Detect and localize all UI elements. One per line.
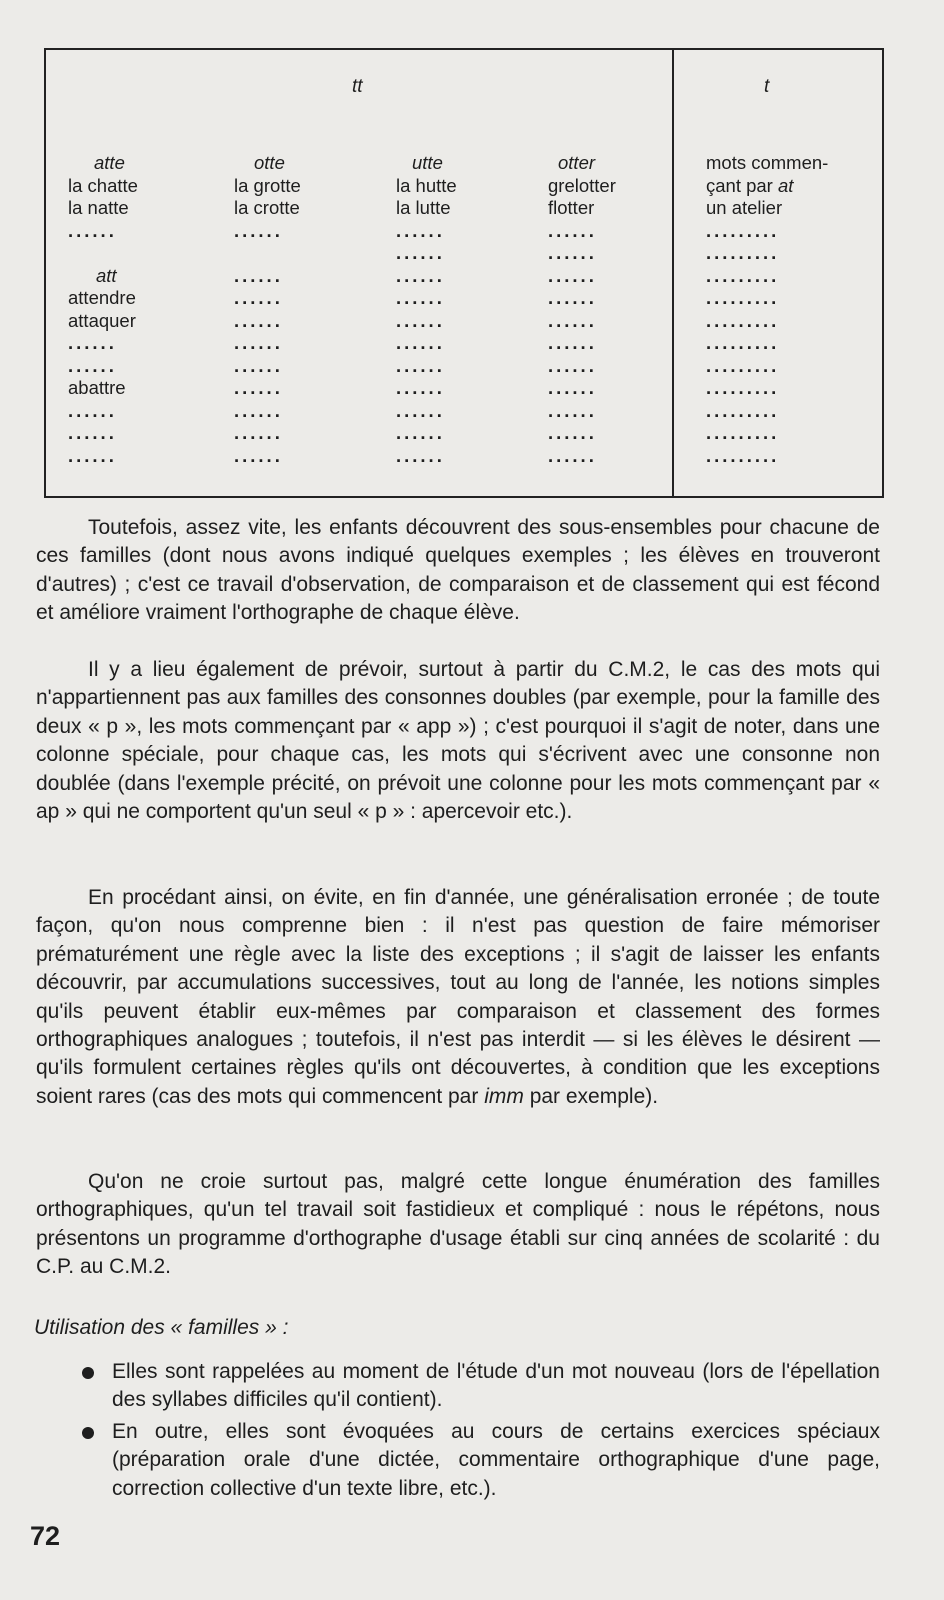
table-cell: la lutte (396, 197, 451, 218)
table-cell: ...... (548, 287, 597, 308)
header-t: t (764, 76, 770, 97)
column-heading: otte (254, 152, 285, 173)
paragraph-3 (36, 884, 880, 1111)
paragraph-1: Toutefois, assez vite, les enfants découvrent des sous-ensembles pour chacune de ces familles (dont nous avons indiqué quelques exemples ; les élèves en trouveront d'autres) ; c'est ce travail d'observation, de comparaison et de classement qui est fécond et améliore vraiment l'orthographe de chaque élève. (36, 516, 880, 625)
table-cell: ...... (548, 242, 597, 263)
table-cell: ...... (396, 354, 445, 376)
table-cell: ...... (548, 399, 597, 421)
table-cell: ...... (396, 399, 445, 421)
table-cell: attendre (68, 287, 136, 308)
table-cell: ...... (396, 422, 445, 443)
table-cell: la natte (68, 197, 129, 218)
table-column-otter (548, 152, 616, 467)
header-tt: tt (352, 76, 363, 97)
page-number: 72 (30, 1521, 61, 1551)
bullet-dot-icon (82, 1427, 94, 1439)
table-cell: ......... (706, 354, 780, 376)
table-cell: ...... (396, 219, 445, 241)
list-item (80, 1418, 880, 1503)
column-heading: mots commen- (706, 152, 829, 173)
table-cell: ......... (706, 287, 780, 308)
table-cell: la hutte (396, 174, 457, 196)
table-cell (234, 242, 301, 265)
list-item-text: Elles sont rappelées au moment de l'étude d'un mot nouveau (lors de l'épellation des syllabes difficiles qu'il contient). (112, 1360, 880, 1412)
table-cell: ...... (548, 332, 597, 353)
table-cell: attaquer (68, 309, 136, 331)
paragraph-4: Qu'on ne croie surtout pas, malgré cette longue énumération des familles orthographiques, qu'un tel travail soit fastidieux et compliqué : nous le répétons, nous présentons un programme d'orthographe d'usage établi sur cinq années de scolarité : du C.P. au C.M.2. (36, 1170, 880, 1279)
table-cell: ...... (396, 309, 445, 331)
table-cell: ......... (706, 264, 780, 286)
table-column-otte (234, 152, 301, 467)
table-cell: ...... (396, 242, 445, 263)
table-cell: ...... (234, 354, 283, 376)
table-cell: ...... (234, 377, 283, 398)
table-cell: ...... (234, 287, 283, 308)
table-cell: ...... (548, 354, 597, 376)
table-cell: la crotte (234, 197, 300, 218)
table-cell: ...... (396, 332, 445, 353)
table-cell: ......... (706, 377, 780, 398)
table-cell: ...... (396, 377, 445, 398)
table-cell: ...... (234, 219, 283, 241)
table-cell: ......... (706, 332, 780, 353)
column-divider (672, 50, 674, 496)
bullet-list (80, 1358, 880, 1506)
column-subheading: att (96, 264, 117, 286)
table-cell: ...... (234, 399, 283, 421)
table-cell: ...... (396, 287, 445, 308)
table-cell: ...... (68, 444, 117, 466)
table-cell: ...... (396, 444, 445, 466)
column-heading: utte (412, 152, 443, 173)
paragraph-2: Il y a lieu également de prévoir, surtout à partir du C.M.2, le cas des mots qui n'appartiennent pas aux familles des consonnes doubles (par exemple, pour la famille des deux « p », les mots commençant par « app ») ; c'est pourquoi il s'agit de noter, dans une colonne spéciale, pour chaque cas, les mots qui s'écrivent avec une consonne non doublée (dans l'exemple précité, on prévoit une colonne pour les mots commençant par « ap » qui ne comportent qu'un seul « p » : apercevoir etc.). (36, 658, 880, 824)
table-cell: ...... (548, 422, 597, 443)
table-cell-italic: at (778, 174, 794, 196)
column-heading: otter (558, 152, 596, 173)
table-cell: ...... (234, 264, 283, 286)
bullet-dot-icon (82, 1367, 94, 1379)
table-cell: ...... (234, 309, 283, 331)
table-cell: ...... (68, 354, 117, 376)
table-column-t (706, 152, 828, 467)
table-cell: ......... (706, 219, 780, 241)
table-cell: ...... (68, 399, 117, 421)
paragraph-3-end: par exemple). (523, 1084, 659, 1108)
column-heading: atte (94, 152, 125, 173)
table-cell: abattre (68, 377, 126, 398)
table-cell: flotter (548, 197, 595, 218)
table-cell: un atelier (706, 197, 783, 218)
table-cell: ......... (706, 422, 780, 443)
paragraph-3-text: En procédant ainsi, on évite, en fin d'année, une généralisation erronée ; de toute façon, qu'on nous comprenne bien : il n'est pas question de faire mémoriser prématurément une règle avec la liste des exceptions ; il s'agit de laisser les enfants découvrir, par accumulations successives, tout au long de l'année, les notions simples qu'ils peuvent établir eux-mêmes par comparaison et classement des formes orthographiques analogues ; toutefois, il n'est pas interdit — si les élèves le désirent — qu'ils formulent certaines règles qu'ils ont découvertes, à condition que les exceptions soient rares (cas des mots qui commencent par (36, 886, 880, 1108)
list-item (80, 1358, 880, 1415)
table-cell: ...... (548, 309, 597, 331)
table-cell: ...... (234, 422, 283, 443)
table-cell: ...... (68, 332, 117, 353)
table-cell: ...... (234, 444, 283, 466)
table-cell: ...... (68, 219, 117, 241)
paragraph-3-italic: imm (484, 1084, 524, 1108)
table-cell: ...... (234, 332, 283, 353)
table-cell (706, 175, 828, 198)
table-cell: ......... (706, 242, 780, 263)
table-column-atte (68, 152, 138, 467)
table-cell: ......... (706, 399, 780, 421)
table-cell: ......... (706, 309, 780, 331)
table-cell: grelotter (548, 174, 616, 196)
table-cell: la grotte (234, 174, 301, 196)
list-item-text: En outre, elles sont évoquées au cours de certains exercices spéciaux (préparation orale d'une dictée, commentaire orthographique d'une page, correction collective d'un texte libre, etc.). (112, 1419, 880, 1500)
table-cell: ...... (548, 219, 597, 241)
word-family-table (44, 48, 884, 498)
table-cell-prefix: çant par (706, 174, 778, 196)
table-cell: ...... (548, 264, 597, 286)
table-cell: ......... (706, 444, 780, 466)
table-cell: ...... (396, 264, 445, 286)
table-cell (68, 242, 138, 265)
table-column-utte (396, 152, 457, 467)
section-heading: Utilisation des « familles » : (34, 1316, 289, 1339)
table-cell: ...... (548, 444, 597, 466)
table-cell: ...... (548, 377, 597, 398)
table-cell: ...... (68, 422, 117, 443)
table-cell: la chatte (68, 174, 138, 196)
